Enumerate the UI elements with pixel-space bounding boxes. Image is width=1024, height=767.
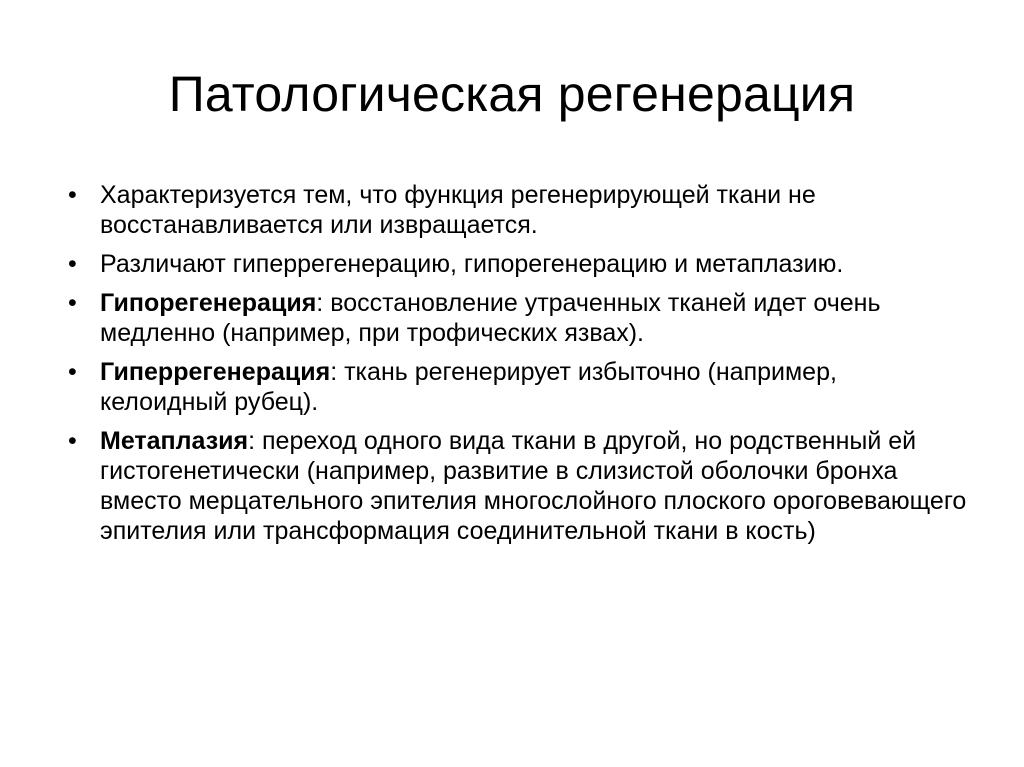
bullet-separator: : [248, 427, 256, 455]
bullet-item-hyporegeneration [68, 288, 968, 348]
bullet-item-types [68, 249, 968, 279]
bullet-item-characteristic [68, 180, 968, 240]
bullet-text: переход одного вида ткани в другой, но родственный ей гистогенетически (например, развитие в слизистой оболочки бронха вместо мерцательного эпителия многослойного плоского ороговевающего эпителия или трансформация соединительной ткани в кость) [100, 427, 967, 545]
bullet-list [68, 180, 968, 555]
bullet-text: Характеризуется тем, что функция регенерирующей ткани не восстанавливается или извращается. [100, 181, 816, 239]
bullet-separator: : [330, 358, 338, 386]
bullet-term: Гипорегенерация [100, 289, 317, 317]
bullet-text: ткань регенерирует избыточно (например, келоидный рубец). [100, 358, 837, 416]
slide-title: Патологическая регенерация [168, 66, 856, 122]
bullet-icon: • [68, 358, 77, 386]
bullet-icon: • [68, 181, 77, 209]
bullet-term: Метаплазия [100, 427, 249, 455]
bullet-text: восстановление утраченных тканей идет очень медленно (например, при трофических язвах). [100, 289, 881, 347]
bullet-icon: • [68, 250, 77, 278]
bullet-separator: : [316, 289, 324, 317]
bullet-text: Различают гиперрегенерацию, гипорегенерацию и метаплазию. [100, 250, 844, 278]
bullet-icon: • [68, 427, 77, 455]
bullet-item-metaplasia [68, 426, 968, 546]
bullet-icon: • [68, 289, 77, 317]
bullet-item-hyperregeneration [68, 357, 968, 417]
bullet-term: Гиперрегенерация [100, 358, 331, 386]
